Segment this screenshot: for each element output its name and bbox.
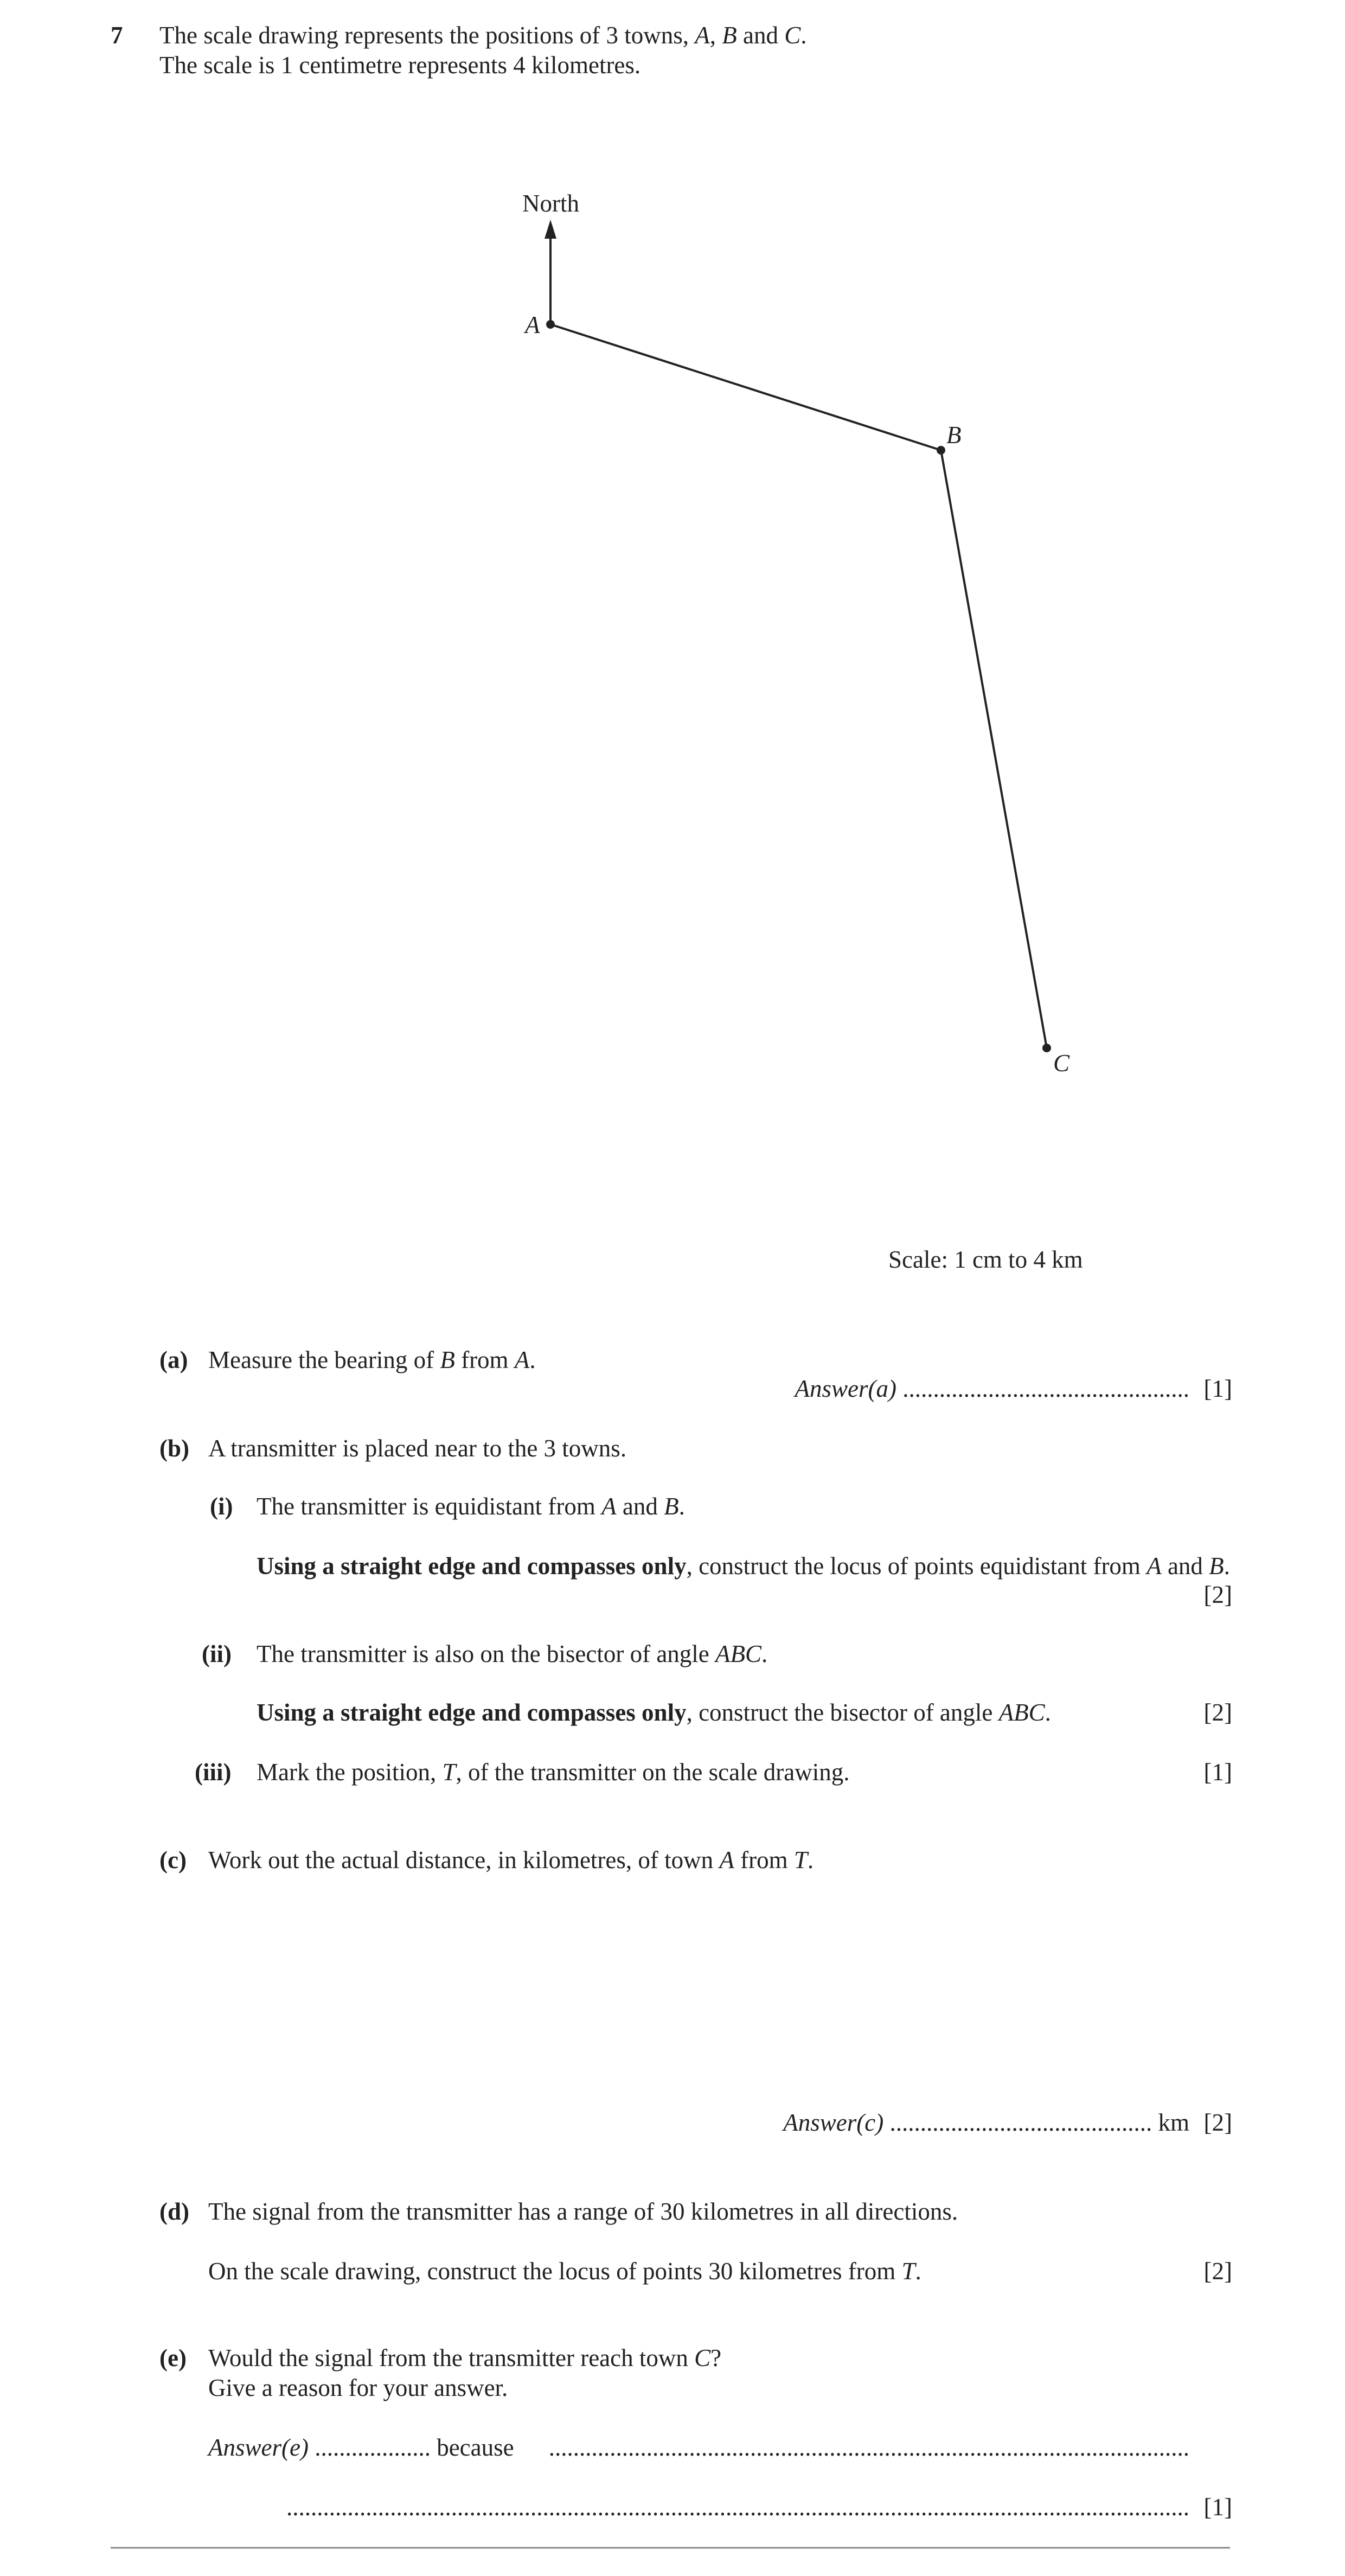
part-b-text: A transmitter is placed near to the 3 towns. <box>208 1435 627 1462</box>
label-a: A <box>525 311 540 338</box>
scale-label: Scale: 1 cm to 4 km <box>888 1246 1083 1273</box>
answer-a-field[interactable]: ............................................... <box>902 1375 1189 1402</box>
label-b: B <box>946 421 962 449</box>
part-b-i-label: (i) <box>210 1493 233 1520</box>
part-d-label: (d) <box>159 2198 189 2225</box>
part-c-marks: [2] <box>1203 2109 1232 2136</box>
part-d-instruction: On the scale drawing, construct the locus of points 30 kilometres from T. <box>208 2258 921 2285</box>
part-b-ii-text: The transmitter is also on the bisector of angle ABC. <box>257 1640 768 1667</box>
intro-line-2: The scale is 1 centimetre represents 4 kilometres. <box>159 52 641 79</box>
answer-e-field[interactable]: ................... <box>315 2434 431 2461</box>
north-label: North <box>522 190 579 217</box>
answer-a-line <box>795 1374 1189 1403</box>
part-a-label: (a) <box>159 1346 188 1373</box>
answer-c-label: Answer(c) <box>783 2109 884 2136</box>
answer-e-reason-field[interactable]: ......................................................................................................... <box>548 2434 1189 2461</box>
part-b-iii-text: Mark the position, T, of the transmitter on the scale drawing. <box>257 1759 850 1786</box>
answer-e-reason-field-2[interactable]: .................................................................................................................................................... <box>286 2494 1189 2521</box>
answer-e-label: Answer(e) <box>208 2434 309 2461</box>
part-e-marks: [1] <box>1203 2494 1232 2521</box>
part-b-label: (b) <box>159 1435 189 1462</box>
answer-e-line <box>208 2433 514 2462</box>
part-a-marks: [1] <box>1203 1375 1232 1402</box>
part-b-i-instruction: Using a straight edge and compasses only, construct the locus of points equidistant from A and B. <box>257 1552 1230 1580</box>
part-e-text-2: Give a reason for your answer. <box>208 2374 508 2401</box>
answer-c-line <box>783 2108 1189 2137</box>
answer-c-unit: km <box>1158 2109 1189 2136</box>
part-e-label: (e) <box>159 2344 187 2372</box>
answer-a-label: Answer(a) <box>795 1375 896 1402</box>
point-c <box>1042 1044 1051 1052</box>
line-bc <box>941 450 1047 1048</box>
part-e-text: Would the signal from the transmitter reach town C? <box>208 2344 722 2372</box>
part-b-ii-marks: [2] <box>1203 1699 1232 1726</box>
point-a <box>546 320 555 329</box>
answer-c-field[interactable]: ........................................... <box>889 2109 1152 2136</box>
part-b-ii-instruction: Using a straight edge and compasses only, construct the bisector of angle ABC. <box>257 1699 1051 1726</box>
part-a-text: Measure the bearing of B from A. <box>208 1346 536 1373</box>
label-c: C <box>1053 1050 1070 1077</box>
part-c-label: (c) <box>159 1846 187 1874</box>
answer-e-because: because <box>437 2434 514 2461</box>
part-c-text: Work out the actual distance, in kilometres, of town A from T. <box>208 1846 814 1874</box>
part-b-iii-label: (iii) <box>195 1759 232 1786</box>
question-number: 7 <box>111 22 123 49</box>
north-arrow-head <box>545 220 556 239</box>
part-d-text: The signal from the transmitter has a range of 30 kilometres in all directions. <box>208 2198 958 2225</box>
line-ab <box>550 324 941 450</box>
part-b-i-marks: [2] <box>1203 1581 1232 1608</box>
point-b <box>937 446 945 455</box>
part-b-ii-label: (ii) <box>202 1640 232 1667</box>
intro-line-1: The scale drawing represents the positions of 3 towns, A, B and C. <box>159 22 807 49</box>
part-b-i-text: The transmitter is equidistant from A and B. <box>257 1493 685 1520</box>
part-b-iii-marks: [1] <box>1203 1759 1232 1786</box>
part-d-marks: [2] <box>1203 2258 1232 2285</box>
